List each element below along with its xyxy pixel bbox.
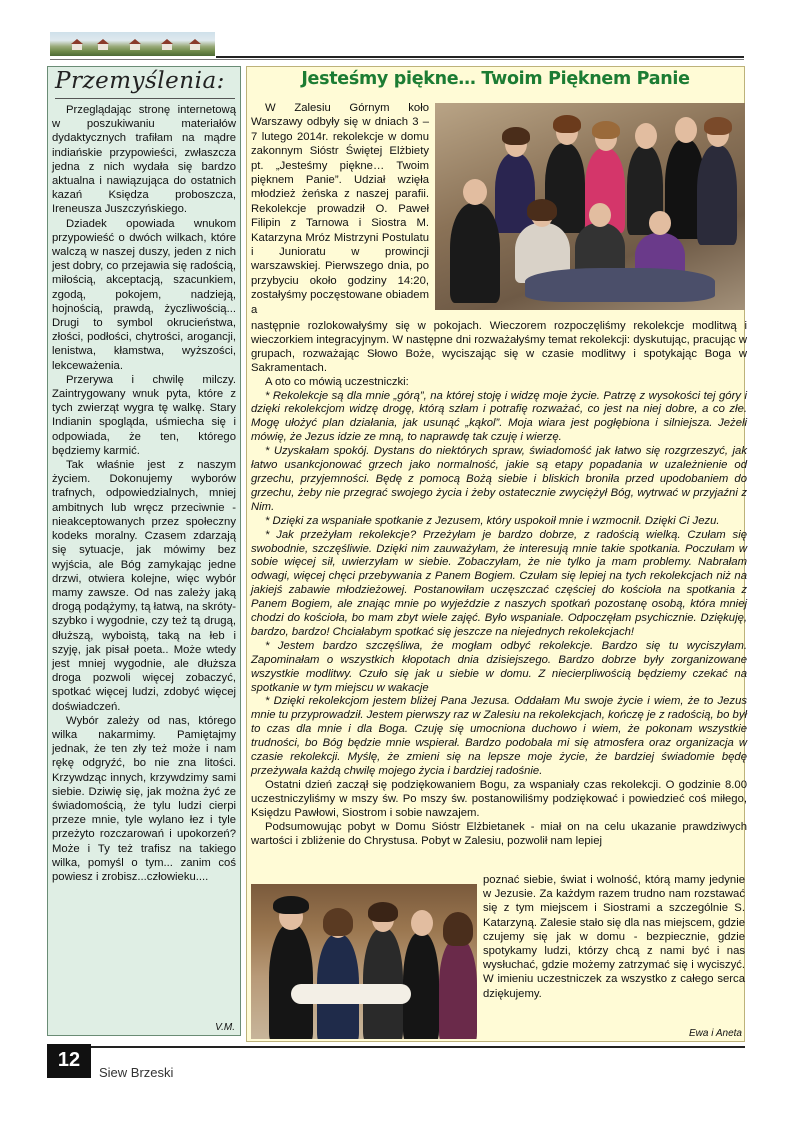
article-body [251,320,747,848]
header-rule-thin [50,59,744,60]
article-signature: Ewa i Aneta [689,1028,742,1039]
testimony-paragraph: * Uzyskałam spokój. Dystans do niektórych spraw, świadomość jak łatwo się rozgrzeszyć, jak łatwo usankcjonować grzech jako normalność, jakie są etapy popadania w uzależnienie od grzechu, przyjemności. Będę z pomocą Bożą siebie i bliskich broniła przed upodobaniem do grzechu, żeby nie przegrać swojego życia i żeby ostatecznie zwyciężył Bóg, wytrwać w przyjaźni z Nim. [251,445,747,513]
column-title: Przemyślenia: [55,68,225,94]
footer-rule [91,1046,745,1048]
publication-name: Siew Brzeski [99,1065,174,1080]
paragraph: Przerywa i chwilę milczy. Zaintrygowany wnuk pyta, które z tych zwierząt wygra tę walkę. Stary Indianin spogląda, uśmiecha się i odpowiada, że ten, którego będziemy karmić. [52,373,236,457]
body-paragraph: Podsumowując pobyt w Domu Sióstr Elżbietanek - miał on na celu ukazanie prawdziwych wartości i zbliżenie do Chrystusa. Pobyt w Zalesiu, pozwolił nam lepiej [251,820,747,847]
header-photo [50,32,215,56]
author-signature: V.M. [215,1022,235,1033]
testimony-paragraph: * Dzięki rekolekcjom jestem bliżej Pana Jezusa. Oddałam Mu swoje życie i wiem, że to Jezus mnie tu przyprowadził. Jestem pierwszy raz w Zalesiu na rekolekcjach, kończę je z radością, bo był to czas dla mnie i dla Boga. Czuję się umocniona duchowo i wiem, że pokonam wszystkie trudności, bo Bóg będzie mnie wspierał. Bardzo podobała mi się atmosfera oraz organizacja w czasie rekolekcji. Myślę, że zmieni się na lepsze moje życie, że bardziej świadomie będę przeżywała każdą chwilę mojego życia i bardziej radośnie. [251,695,747,777]
testimony-paragraph: * Rekolekcje są dla mnie „górą”, na której stoję i widzę moje życie. Patrzę z wysokości tej góry i dzięki rekolekcjom widzę drogę, którą szłam i potrafię rozważać, co jest na niej dobre, a co złe. Mogę ułożyć plan działania, jak usunąć „kąkol”. Moja wiara jest pogłębiona i silniejsza. Jeżeli mówię, że Jezus idzie ze mną, to naprawdę tak czuję i wierzę. [251,389,747,444]
testimony-paragraph: * Jak przeżyłam rekolekcje? Przeżyłam je bardzo dobrze, z radością wielką. Czułam się swobodnie, szczęśliwie. Dzięki nim zauważyłam, że interesują mnie takie spotkania. Poczułam w sobie więcej sił, uwierzyłam w siebie. Zobaczyłam, że nie tylko ja mam problemy. Nabrałam odwagi, więcej chęci przebywania z Panem Bogiem. Czułam się lepiej na tych rekolekcjach niż na jakiejś zabawie młodzieżowej. Postanowiłam uczęszczać częściej do kościoła na spotkania z Panem Bogiem, ale znając mnie po wyjeździe z naszych spotkań pozostanę osobą, która mniej chodzi do kościoła, bo mam zbyt wiele zajęć. Było wspaniale. Odpoczęłam psychicznie. Dziękuję, bardzo, bardzo! Chciałabym spotkać się jeszcze na niejednych rekolekcjach! [251,528,747,638]
article-intro [251,101,429,317]
testimony-paragraph: * Dzięki za wspaniałe spotkanie z Jezusem, który uspokoił mnie i wzmocnił. Dzięki Ci Jezu. [265,514,720,527]
closing-paragraph: poznać siebie, świat i wolność, którą mamy jedynie w Jezusie. Za każdym razem trudno nam rozstawać się z tym miejscem i Siostrami a szczególnie S. Katarzyną. Zalesie stało się dla nas miejscem, gdzie czujemy się jak w domu - bezpiecznie, gdzie spotykamy ludzi, którzy chcą z nami być i nas wysłuchać, gdzie możemy zatrzymać się i wyciszyć. W imieniu uczestniczek za wszystko z całego serca dziękujemy. [483,874,745,1000]
testimony-paragraph: * Jestem bardzo szczęśliwa, że mogłam odbyć rekolekcje. Bardzo się tu wyciszyłam. Zapominałam o wszystkich kłopotach dnia dzisiejszego. Bardzo dobrze były zorganizowane wszystkie modlitwy. Czuło się jak u siebie w domu. Z niecierpliwością będziemy czekać na spotkanie w tym miejscu w wakacje [251,639,747,694]
paragraph: Tak właśnie jest z naszym życiem. Dokonujemy wyborów trafnych, odpowiedzialnych, mniej ambitnych lub wręcz przeciwnie - nieakceptowanych przez społeczny kodeks moralny. Czasem zdarzają się sytuacje, jak mówimy bez wyjścia, ale Bóg zamykając jedne drzwi, otwiera kolejne, więc wybór mamy zawsze. Od nas zależy jaką drogą podążymy, tą łatwą, na skróty- szybko i wygodnie, czy też tą drugą, dłuższą, wyboistą, taką na łeb i szyję, jak pisał poeta.. Może wtedy jest mniej wygodnie, ale dłuższa droga pozwoli więcej zobaczyć, spotkać więcej ludzi, zdobyć więcej doświadczeń. [52,459,236,713]
paragraph: Dziadek opowiada wnukom przypowieść o dwóch wilkach, które walczą w naszej duszy, jeden z nich jest dobry, co przejawia się radością, miłością, akceptacją, szacunkiem, zgodą, pokojem, nadzieją, hojnością, prawdą, życzliwością... Drugi to symbol okrucieństwa, złości, podłości, chytrości, arogancji, lenistwa, kłamstwa, wyższości, lekceważenia. [52,217,236,372]
body-paragraph: A oto co mówią uczestniczki: [265,375,409,388]
body-paragraph: następnie rozlokowałyśmy się w pokojach. Wieczorem rozpoczęliśmy rekolekcje modlitwą i wieczorkiem integracyjnym. W następne dni rozważałyśmy temat rekolekcji: dyskutując, pracując w grupach, rozważając Słowo Boże, wyciszając się w czasie modlitwy i spotykając Boga w Sakramentach. [251,320,747,374]
article-title: Jesteśmy piękne… Twoim Pięknem Panie [301,69,690,89]
group-photo [435,103,745,310]
title-underline [55,98,235,99]
intro-paragraph: W Zalesiu Górnym koło Warszawy odbyły się w dniach 3 – 7 lutego 2014r. rekolekcje w domu zakonnym Sióstr Świętej Elżbiety pt. „Jesteśmy piękne… Twoim pięknem Panie”. Udział wzięła młodzież żeńska z naszej parafii. Rekolekcje prowadził O. Paweł Filipin z Tarnowa i Siostra M. Katarzyna Mróz Mistrzyni Postulatu i Junioratu w prowincji warszawskiej. Pierwszego dnia, po przybyciu około godziny 14:20, zostałyśmy poczęstowane obiadem a [251,102,429,316]
article-closing [483,873,745,1001]
farewell-photo [251,884,477,1039]
paragraph: Przeglądając stronę internetową w poszukiwaniu materiałów dydaktycznych trafiłam na mądre indiańskie przypowieści, zwłaszcza jedna z nich wydała się bardzo aktualna i nawiązująca do ostatnich kazań Księdza proboszcza, Ireneusza Juszczyńskiego. [52,104,236,216]
paragraph: Wybór zależy od nas, którego wilka nakarmimy. Pamiętajmy jednak, że ten zły też może i nam rękę odgryźć, bo nie zna litości. Krzywdząc innych, krzywdzimy sami siebie. Dziwię się, jak można żyć ze świadomością, że tylu ludzi cierpi przeze mnie, tyle wylano łez i tyle przeżyto rozczarowań i upokorzeń? Może i Ty też trafisz na takiego wilka, pomyśl o tym... zanim coś powiesz i zrobisz...człowieku.... [52,714,236,883]
body-paragraph: Ostatni dzień zaczął się podziękowaniem Bogu, za wspaniały czas rekolekcji. O godzinie 8.00 uczestniczyliśmy w mszy św. Po mszy św. postanowiliśmy podziękować i powiedzieć coś miłego, Księdzu Pawłowi, Siostrom i sobie nawzajem. [251,778,747,819]
header-rule [216,56,744,58]
page-number: 12 [57,1049,81,1071]
left-column-text [52,103,236,884]
